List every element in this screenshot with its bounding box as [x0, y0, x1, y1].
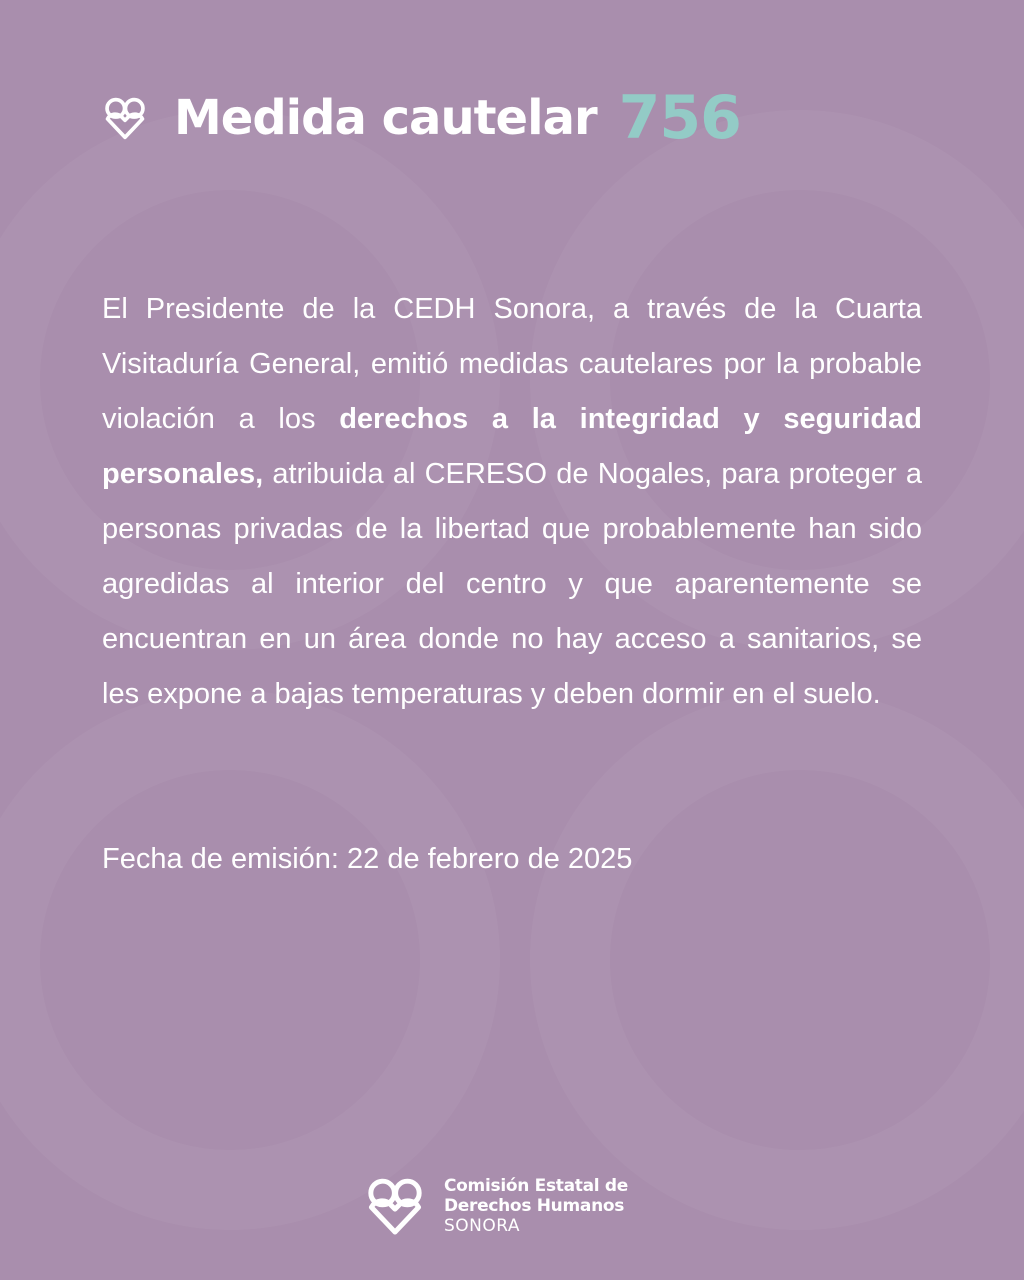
issue-date: Fecha de emisión: 22 de febrero de 2025 [102, 843, 633, 875]
body-text-part1: El Presidente de la CEDH Sonora, a través de la Cuarta Visitaduría General, emitió medidas cautelares por la probable violación a los [102, 293, 922, 435]
cedh-logo-icon [364, 1175, 426, 1237]
measure-number: 756 [618, 83, 741, 153]
footer-line-2: Derechos Humanos [444, 1196, 625, 1216]
footer-line-3: SONORA [444, 1216, 521, 1236]
body-text-part2: atribuida al CERESO de Nogales, para proteger a personas privadas de la libertad que probablemente han sido agredidas al interior del centro y que aparentemente se encuentran en un área donde no hay acceso a sanitarios, se les expone a bajas temperaturas y deben dormir en el suelo. [102, 458, 922, 710]
page-title: Medida cautelar [174, 90, 597, 146]
footer-org-name [444, 1176, 628, 1236]
footer-brand [364, 1174, 628, 1238]
body-text-bold: derechos a la integridad y seguridad personales, [102, 403, 922, 490]
body-paragraph [102, 282, 922, 722]
footer-line-1: Comisión Estatal de [444, 1176, 629, 1196]
header [102, 78, 741, 158]
cedh-logo-icon [102, 95, 148, 141]
